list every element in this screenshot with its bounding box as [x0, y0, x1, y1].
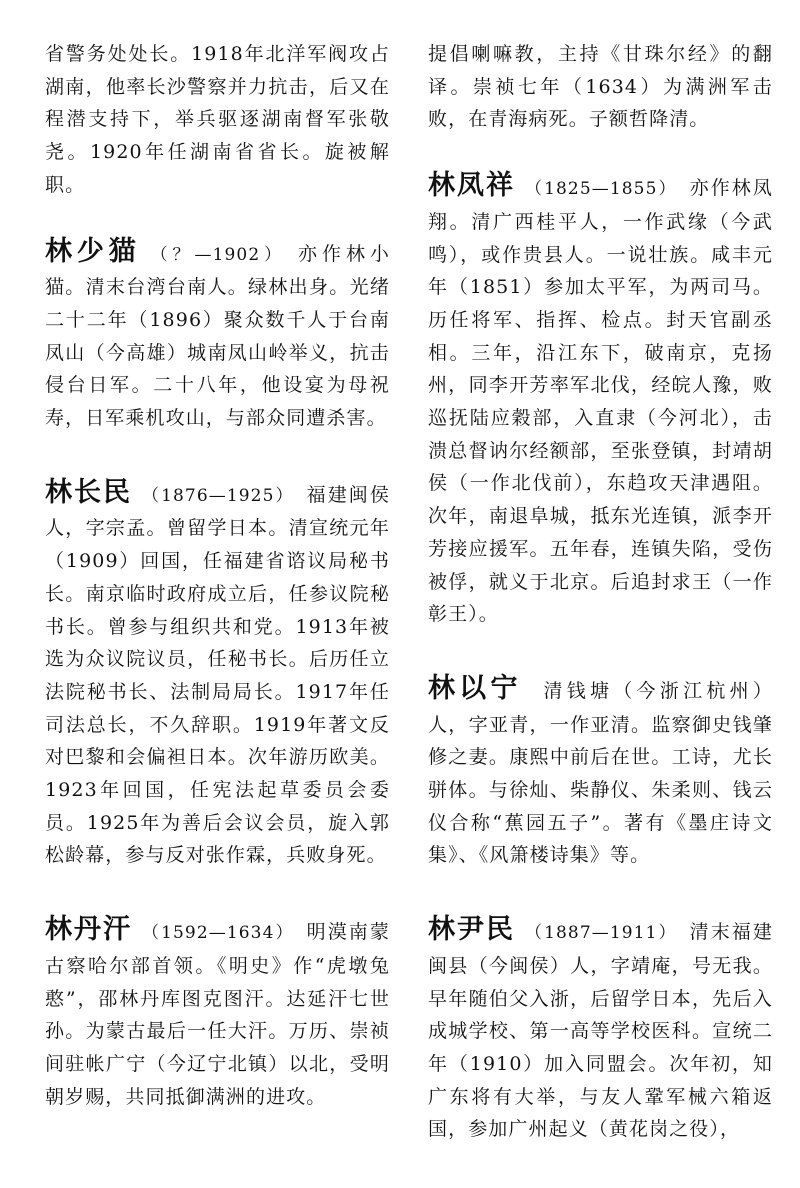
entry-lin-shaomao — [45, 236, 390, 435]
entry-headword: 林长民 — [45, 476, 132, 508]
entry-dates: （1825—1855） — [524, 179, 678, 200]
entry-text: 福建闽侯人，字宗孟。曾留学日本。清宣统元年（1909）回国，任福建省谘议局秘书长。南京临时政府成立后，任参议院秘书长。曾参与组织共和党。1913年被选为众议院议员，任秘书长。后历任立法院秘书长、法制局局长。1917年任司法总长，不久辞职。1919年著文反对巴黎和会偏袒日本。次年游历欧美。1923年回国，任宪法起草委员会委员。1925年为善后会议会员，旋入郭松龄幕，参与反对张作霖，兵败身死。 — [45, 483, 390, 867]
entry-text: 省警务处处长。1918年北洋军阀攻占湖南，他率长沙警察并力抗击，后又在程潜支持下，举兵驱逐湖南督军张敬尧。1920年任湖南省省长。旋被解职。 — [45, 43, 390, 196]
entry-dates: （1876—1925） — [141, 485, 295, 506]
entry-text: 亦作林凤翔。清广西桂平人，一作武缘（今武鸣），或作贵县人。一说壮族。咸丰元年（1851）参加太平军，为两司马。历任将军、指挥、检点。封天官副丞相。三年，沿江东下，破南京，克扬州，同李开芳率军北伐，经皖人豫，败巡抚陆应穀部，入直隶（今河北），击溃总督讷尔经额部，至张登镇，封靖胡侯（一作北伐前），东趋攻天津遇阻。次年，南退阜城，抵东光连镇，派李开芳接应援军。五年春，连镇失陷，受伤被俘，就义于北京。后追封求王（一作彰王）。 — [428, 177, 773, 626]
entry-dates: （？—1902） — [150, 244, 287, 265]
entry-text: 明漠南蒙古察哈尔部首领。《明史》作“虎墩兔憨”，邵林丹库图克图汗。达延汗七世孙。为蒙古最后一任大汗。万历、崇祯间驻帐广宁（今辽宁北镇）以北，受明朝岁赐，共同抵御满洲的进攻。 — [45, 921, 390, 1108]
entry-text: 亦作林小猫。清末台湾台南人。绿林出身。光绪二十二年（1896）聚众数千人于台南凤山（今高雄）城南凤山岭举义，抗击侵台日军。二十八年，他设宴为母祝寿，日军乘机攻山，与部众同遭杀害。 — [45, 242, 391, 430]
entry-lin-danhan — [45, 914, 390, 1113]
entry-text: 提倡喇嘛教，主持《甘珠尔经》的翻译。崇祯七年（1634）为满洲军击败，在青海病死。子额哲降清。 — [428, 43, 773, 131]
entry-text: 清钱塘（今浙江杭州）人，字亚青，一作亚清。监察御史钱肇修之妻。康熙中前后在世。工诗，尤长骈体。与徐灿、柴静仪、朱柔则、钱云仪合称“蕉园五子”。著有《墨庄诗文集》、《风箫楼诗集》等。 — [428, 679, 773, 867]
entry-headword: 林丹汗 — [45, 914, 132, 946]
right-column — [428, 38, 773, 1188]
entry-dates: （1592—1634） — [141, 923, 295, 944]
left-column — [45, 38, 390, 1155]
entry-lin-yinmin — [428, 914, 773, 1146]
entry-continuation — [428, 38, 773, 136]
entry-continuation — [45, 38, 390, 202]
entry-lin-yining — [428, 673, 773, 872]
entry-headword: 林凤祥 — [428, 170, 515, 202]
entry-lin-changmin — [45, 477, 390, 872]
entry-headword: 林少猫 — [45, 235, 141, 267]
entry-dates: （1887—1911） — [524, 923, 678, 944]
entry-headword: 林以宁 — [428, 672, 522, 704]
entry-lin-fengxiang — [428, 170, 773, 631]
entry-text: 清末福建闽县（今闽侯）人，字靖庵，号无我。早年随伯父入浙，后留学日本，先后入成城学校、第一高等学校医科。宣统二年（1910）加入同盟会。次年初，知广东将有大举，与友人鞏军械六箱返国，参加广州起义（黄花岗之役）， — [428, 921, 773, 1141]
entry-headword: 林尹民 — [428, 914, 515, 946]
